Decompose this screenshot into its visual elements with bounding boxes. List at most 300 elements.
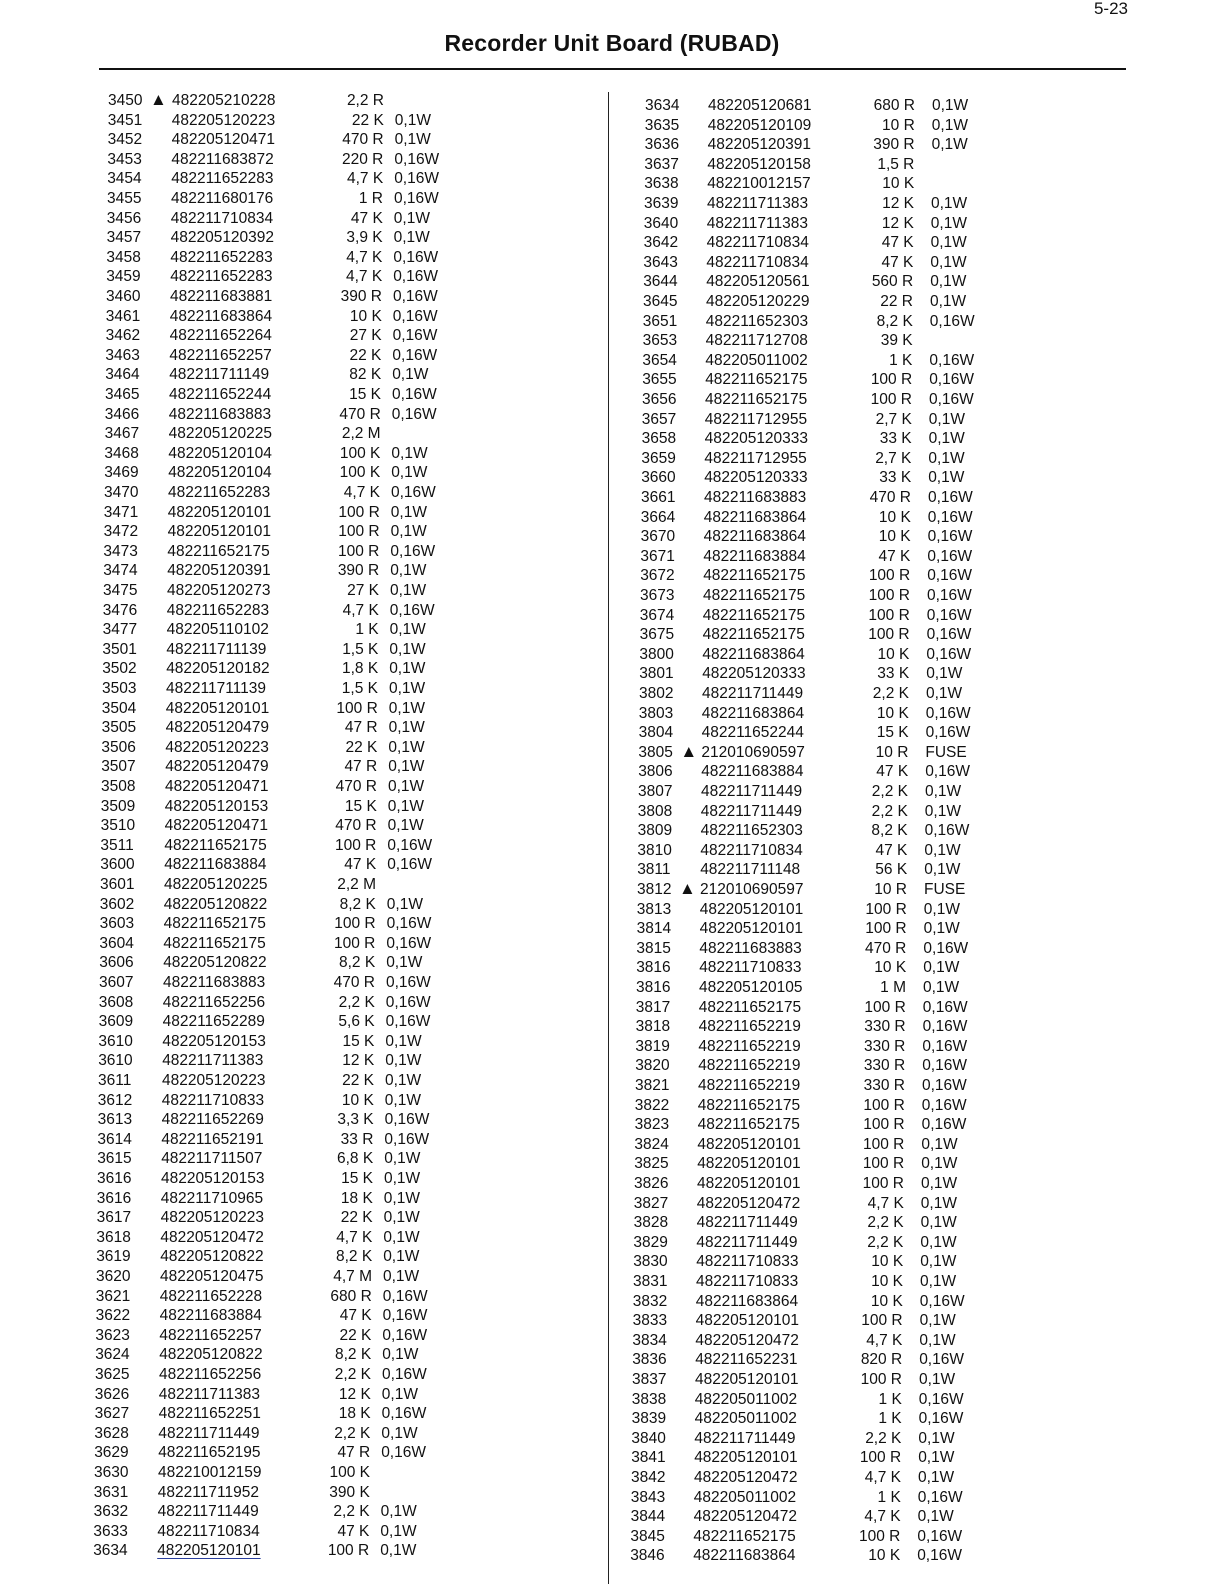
resistance-value: 390 R — [340, 288, 382, 305]
resistance-value: 12 K — [338, 1385, 371, 1403]
power-rating: 0,16W — [386, 934, 432, 952]
resistance-value: 22 R — [880, 293, 913, 310]
resistance-value: 220 R — [342, 150, 384, 168]
resistance-value: 1 M — [880, 979, 906, 996]
part-row — [99, 1012, 569, 1032]
power-rating: 0,1W — [390, 562, 427, 580]
resistance-value: 22 K — [340, 1209, 373, 1227]
resistance-value: 4,7 K — [867, 1194, 904, 1212]
part-row — [97, 1149, 567, 1169]
power-rating: 0,1W — [393, 209, 430, 227]
ref-number: 3612 — [97, 1091, 133, 1109]
resistance-value: 100 R — [863, 1116, 905, 1134]
part-number: 482205120101 — [695, 1371, 799, 1388]
part-row — [103, 620, 573, 640]
part-row — [639, 664, 1109, 684]
resistance-value: 3,3 K — [337, 1111, 374, 1129]
part-row — [643, 272, 1113, 292]
resistance-value: 10 R — [874, 881, 907, 898]
part-number: 482205120153 — [162, 1032, 266, 1050]
part-row — [632, 1370, 1102, 1390]
part-row — [641, 527, 1111, 547]
power-rating: 0,16W — [382, 1287, 428, 1305]
part-row — [108, 111, 578, 131]
part-number: 482205120101 — [167, 523, 272, 541]
resistance-value: 1 K — [889, 351, 913, 369]
resistance-value: 4,7 K — [866, 1331, 903, 1349]
part-row — [94, 1443, 564, 1463]
resistance-value: 470 R — [335, 817, 377, 835]
part-row — [95, 1345, 565, 1365]
part-row — [94, 1483, 564, 1503]
power-rating: 0,16W — [386, 915, 432, 933]
part-row — [97, 1208, 567, 1228]
part-number: 482205120475 — [160, 1268, 264, 1285]
resistance-value: 1,5 K — [341, 680, 378, 697]
part-row — [105, 405, 575, 425]
power-rating: 0,16W — [391, 405, 437, 423]
part-row — [644, 194, 1114, 214]
part-number: 482205120822 — [163, 954, 267, 972]
resistance-value: 47 R — [337, 1444, 371, 1462]
part-number: 482211683883 — [168, 405, 272, 423]
power-rating: FUSE — [924, 881, 966, 898]
column-divider — [608, 92, 609, 1584]
part-number: 482205120225 — [164, 876, 268, 893]
resistance-value: 100 R — [868, 587, 910, 604]
resistance-value: 10 K — [882, 175, 915, 193]
power-rating: 0,1W — [388, 699, 425, 717]
part-number: 482211652219 — [698, 1057, 801, 1075]
resistance-value: 100 R — [862, 1155, 905, 1173]
part-row — [98, 1051, 568, 1071]
resistance-value: 330 R — [864, 1037, 906, 1055]
ref-number: 3825 — [634, 1155, 669, 1173]
ref-number: 3812 — [637, 881, 672, 898]
power-rating: 0,1W — [387, 797, 424, 815]
part-row — [104, 444, 574, 464]
power-rating: 0,1W — [928, 449, 965, 467]
part-row — [630, 1546, 1100, 1566]
ref-number: 3600 — [100, 856, 135, 874]
ref-number: 3826 — [634, 1175, 669, 1192]
resistance-value: 1,5 K — [342, 640, 379, 658]
resistance-value: 10 R — [882, 116, 915, 134]
part-row — [95, 1404, 565, 1424]
part-number: 482205120182 — [166, 660, 270, 678]
ref-number: 3838 — [631, 1390, 667, 1408]
part-number: 482205120479 — [165, 719, 270, 737]
resistance-value: 8,2 K — [339, 895, 376, 913]
part-number: 482211652175 — [164, 836, 267, 854]
part-number: 482205120472 — [696, 1194, 801, 1212]
part-number: 482211652175 — [703, 587, 806, 604]
resistance-value: 3,9 K — [346, 229, 383, 247]
part-row — [631, 1488, 1101, 1508]
part-number: 482205120273 — [167, 582, 271, 599]
part-number: 482211711449 — [696, 1214, 798, 1232]
ref-number: 3628 — [94, 1424, 129, 1442]
power-rating: 0,1W — [917, 1508, 954, 1526]
power-rating: 0,1W — [388, 778, 425, 795]
ref-number: 3842 — [631, 1469, 666, 1486]
ref-number: 3453 — [107, 150, 142, 168]
power-rating: 0,1W — [394, 131, 431, 149]
ref-number: 3670 — [640, 528, 676, 546]
part-row — [101, 816, 571, 836]
ref-number: 3624 — [95, 1346, 130, 1364]
part-number: 482211711952 — [157, 1483, 259, 1501]
part-row — [638, 762, 1108, 782]
power-rating: 0,16W — [927, 587, 972, 604]
part-number: 482211652244 — [701, 724, 804, 742]
power-rating: 0,16W — [922, 1057, 967, 1075]
ref-number: 3830 — [633, 1253, 668, 1271]
resistance-value: 100 R — [870, 391, 912, 408]
part-number: 482211652251 — [158, 1405, 261, 1423]
ref-number: 3470 — [104, 484, 139, 501]
resistance-value: 100 R — [862, 1175, 904, 1192]
power-rating: 0,1W — [383, 1209, 420, 1227]
resistance-value: 4,7 K — [864, 1508, 901, 1526]
part-number: 482205120101 — [697, 1135, 801, 1153]
part-row — [632, 1350, 1102, 1370]
part-row — [634, 1154, 1104, 1174]
power-rating: 0,1W — [930, 273, 967, 291]
part-row — [103, 561, 573, 581]
part-number: 482211711383 — [706, 214, 808, 232]
part-number: 482205120101 — [167, 503, 272, 521]
resistance-value: 330 R — [864, 1018, 906, 1036]
part-row — [96, 1228, 566, 1248]
part-row — [101, 738, 571, 758]
resistance-value: 100 R — [864, 998, 906, 1016]
part-row — [643, 292, 1113, 312]
power-rating: 0,16W — [384, 1111, 430, 1129]
power-rating: 0,1W — [387, 817, 424, 835]
part-number: 482205120109 — [707, 116, 812, 134]
part-number: 482205120822 — [159, 1346, 263, 1364]
part-number: 482211710834 — [706, 253, 809, 271]
resistance-value: 100 R — [863, 1096, 905, 1114]
power-rating: 0,1W — [385, 1052, 422, 1070]
ref-number: 3651 — [642, 312, 678, 330]
part-row — [644, 233, 1114, 253]
ref-number: 3817 — [635, 998, 671, 1016]
part-row — [635, 1056, 1105, 1076]
power-rating: 0,1W — [923, 979, 960, 996]
power-rating: 0,16W — [927, 567, 972, 585]
resistance-value: 680 R — [873, 97, 915, 114]
part-number: 482205120472 — [694, 1469, 798, 1486]
ref-number: 3511 — [100, 836, 134, 854]
power-rating: 0,16W — [926, 645, 972, 663]
resistance-value: 100 K — [329, 1464, 370, 1481]
ref-number: 3451 — [107, 111, 143, 129]
resistance-value: 2,7 K — [875, 449, 912, 467]
part-number: 482205120158 — [707, 155, 811, 173]
part-number: 482205120391 — [167, 562, 271, 580]
ref-number: 3822 — [634, 1096, 670, 1114]
part-number: 482205120333 — [704, 469, 808, 487]
part-number: 482211652257 — [169, 346, 272, 364]
resistance-value: 12 K — [882, 195, 914, 212]
part-row — [104, 503, 574, 523]
part-row — [94, 1463, 564, 1483]
ref-number: 3810 — [637, 841, 672, 859]
resistance-value: 10 K — [870, 1292, 903, 1310]
power-rating: 0,1W — [381, 1424, 418, 1442]
resistance-value: 390 R — [337, 562, 380, 580]
part-number: 482205120153 — [161, 1170, 265, 1187]
part-number: 482211683864 — [169, 307, 273, 325]
power-rating: 0,1W — [383, 1268, 420, 1285]
power-rating: 0,16W — [382, 1366, 427, 1383]
part-number: 482205120472 — [160, 1228, 264, 1246]
power-rating: 0,1W — [928, 469, 965, 487]
power-rating: 0,1W — [924, 841, 961, 859]
resistance-value: 22 K — [339, 1326, 372, 1344]
ref-number: 3617 — [96, 1209, 132, 1227]
part-row — [644, 174, 1114, 194]
resistance-value: 100 R — [870, 371, 913, 389]
part-number: 482205120229 — [706, 293, 810, 310]
ref-number: 3674 — [639, 606, 675, 624]
power-rating: 0,16W — [394, 170, 439, 188]
power-rating: 0,16W — [917, 1527, 963, 1545]
part-number: 482211652264 — [169, 327, 272, 345]
power-rating: 0,1W — [931, 195, 968, 212]
power-rating: 0,1W — [921, 1135, 958, 1153]
power-rating: 0,1W — [389, 680, 426, 697]
ref-number: 3619 — [96, 1248, 131, 1266]
part-row — [640, 606, 1110, 626]
part-number: 482211710833 — [696, 1253, 799, 1271]
ref-number: 3656 — [642, 391, 677, 408]
ref-number: 3655 — [642, 371, 677, 389]
ref-number: 3643 — [643, 253, 678, 271]
part-row — [97, 1169, 567, 1189]
part-row — [96, 1267, 566, 1287]
power-rating: 0,1W — [920, 1273, 957, 1290]
ref-number: 3616 — [96, 1189, 132, 1207]
ref-number: 3504 — [101, 699, 137, 717]
ref-number: 3476 — [102, 601, 138, 619]
resistance-value: 2,2 K — [867, 1214, 904, 1232]
ref-number: 3672 — [640, 567, 675, 585]
power-rating: 0,1W — [390, 503, 427, 521]
resistance-value: 330 R — [863, 1077, 905, 1094]
power-rating: 0,16W — [382, 1307, 428, 1325]
power-rating: 0,16W — [919, 1351, 964, 1369]
ref-number: 3807 — [638, 783, 673, 800]
power-rating: 0,16W — [927, 547, 973, 565]
part-number: 482211712955 — [704, 410, 808, 428]
part-row — [102, 640, 572, 660]
resistance-value: 47 K — [339, 1307, 372, 1325]
power-rating: 0,1W — [932, 97, 969, 114]
ref-number: 3603 — [99, 915, 135, 933]
part-row — [633, 1252, 1103, 1272]
part-row — [100, 875, 570, 895]
ref-number: 3463 — [105, 346, 140, 364]
resistance-value: 2,2 K — [867, 1233, 904, 1251]
power-rating: 0,16W — [394, 190, 439, 207]
resistance-value: 22 K — [349, 346, 382, 364]
page-number: 5-23 — [1093, 0, 1128, 18]
ref-number: 3632 — [93, 1503, 129, 1521]
power-rating: 0,16W — [382, 1326, 428, 1344]
power-rating: 0,1W — [920, 1253, 957, 1271]
part-row — [634, 1174, 1104, 1194]
part-row — [642, 370, 1112, 390]
resistance-value: 100 R — [334, 915, 376, 933]
resistance-value: 8,2 K — [871, 822, 908, 840]
resistance-value: 100 R — [863, 1135, 905, 1153]
power-rating: 0,16W — [922, 1018, 968, 1036]
resistance-value: 10 K — [349, 307, 382, 325]
part-number: 482211710833 — [161, 1091, 265, 1109]
resistance-value: 100 R — [868, 626, 910, 644]
power-rating: 0,16W — [927, 528, 973, 546]
ref-number: 3461 — [105, 307, 141, 325]
safety-warning-icon: ▲ — [679, 879, 696, 898]
part-number: 482205120822 — [163, 895, 268, 913]
ref-number: 3675 — [639, 626, 675, 644]
resistance-value: 680 R — [330, 1287, 372, 1305]
part-number: 482211683864 — [693, 1547, 796, 1565]
power-rating: 0,16W — [393, 288, 438, 305]
part-row — [108, 91, 578, 111]
ref-number: 3654 — [642, 351, 677, 369]
power-rating: 0,1W — [384, 1170, 421, 1187]
power-rating: 0,16W — [389, 601, 435, 619]
power-rating: 0,1W — [919, 1331, 956, 1349]
power-rating: 0,16W — [394, 150, 440, 168]
resistance-value: 470 R — [335, 778, 377, 795]
ref-number: 3618 — [96, 1228, 131, 1246]
part-number: 482205120101 — [697, 1175, 801, 1192]
part-number: 482211652219 — [698, 1018, 801, 1036]
resistance-value: 2,2 K — [871, 802, 908, 820]
part-number: 482211652175 — [702, 626, 805, 644]
resistance-value: 8,2 K — [334, 1346, 372, 1364]
part-number: 482211652283 — [168, 484, 271, 501]
resistance-value: 2,2 R — [346, 92, 384, 109]
ref-number: 3634 — [93, 1542, 128, 1560]
part-row — [635, 1096, 1105, 1116]
ref-number: 3452 — [107, 131, 143, 149]
part-row — [636, 978, 1106, 998]
part-row — [633, 1292, 1103, 1312]
power-rating: 0,1W — [383, 1189, 420, 1207]
part-row — [98, 1091, 568, 1111]
ref-number: 3610 — [98, 1032, 133, 1050]
power-rating: 0,1W — [393, 229, 430, 247]
ref-number: 3460 — [106, 288, 141, 305]
part-number: 482205120101 — [697, 1155, 801, 1173]
part-number: 212010690597 — [701, 743, 805, 761]
part-row — [105, 365, 575, 385]
part-row — [100, 914, 570, 934]
part-row — [631, 1448, 1101, 1468]
part-row — [637, 860, 1107, 880]
part-row — [95, 1385, 565, 1405]
part-row — [642, 429, 1112, 449]
ref-number: 3622 — [95, 1307, 131, 1325]
resistance-value: 1,5 R — [877, 155, 915, 173]
power-rating: 0,1W — [930, 293, 967, 310]
part-row — [104, 463, 574, 483]
part-row — [107, 228, 577, 248]
part-row — [94, 1424, 564, 1444]
part-row — [640, 586, 1110, 606]
part-row — [104, 483, 574, 503]
part-number: 482211710834 — [157, 1522, 260, 1540]
power-rating: 0,16W — [390, 542, 436, 560]
part-number: 482211683864 — [701, 704, 805, 722]
ref-number: 3506 — [101, 738, 136, 756]
part-number: 482205120223 — [165, 738, 269, 756]
resistance-value: 2,2 K — [334, 1424, 371, 1442]
part-row — [100, 855, 570, 875]
ref-number: 3607 — [99, 974, 134, 991]
part-row — [103, 542, 573, 562]
power-rating: 0,1W — [924, 861, 961, 879]
part-number: 482205110102 — [166, 621, 269, 639]
ref-number: 3455 — [107, 190, 142, 207]
ref-number: 3671 — [640, 547, 675, 565]
ref-number: 3469 — [104, 464, 139, 482]
ref-number: 3468 — [104, 444, 139, 462]
power-rating: 0,16W — [386, 974, 431, 991]
part-row — [632, 1409, 1102, 1429]
part-number: 482211710833 — [696, 1273, 799, 1290]
ref-number: 3659 — [641, 449, 676, 467]
part-row — [639, 645, 1109, 665]
ref-number: 3657 — [641, 410, 677, 428]
resistance-value: 2,2 K — [333, 1503, 370, 1521]
part-row — [98, 1071, 568, 1091]
ref-number: 3836 — [632, 1351, 667, 1369]
power-rating: 0,16W — [929, 391, 974, 408]
part-number: 482211711449 — [700, 802, 802, 820]
part-number: 482211652303 — [700, 822, 803, 840]
power-rating: 0,16W — [928, 489, 973, 506]
ref-number: 3458 — [106, 248, 141, 266]
resistance-value: 15 K — [341, 1170, 373, 1187]
resistance-value: 470 R — [333, 974, 375, 991]
ref-number: 3502 — [102, 660, 137, 678]
resistance-value: 470 R — [869, 489, 911, 506]
resistance-value: 470 R — [339, 405, 381, 423]
part-row — [96, 1306, 566, 1326]
power-rating: 0,16W — [381, 1405, 427, 1423]
ref-number: 3801 — [639, 665, 674, 683]
resistance-value: 33 R — [340, 1130, 374, 1148]
power-rating: 0,16W — [921, 1116, 967, 1134]
power-rating: 0,1W — [931, 136, 968, 154]
part-row — [103, 581, 573, 601]
resistance-value: 10 K — [871, 1273, 903, 1290]
resistance-value: 1 K — [355, 621, 379, 639]
part-number: 482211652283 — [171, 170, 274, 188]
resistance-value: 100 R — [338, 523, 380, 541]
power-rating: 0,1W — [921, 1175, 958, 1192]
ref-number: 3843 — [630, 1488, 666, 1506]
ref-number: 3471 — [103, 503, 139, 521]
resistance-value: 27 K — [349, 327, 382, 345]
